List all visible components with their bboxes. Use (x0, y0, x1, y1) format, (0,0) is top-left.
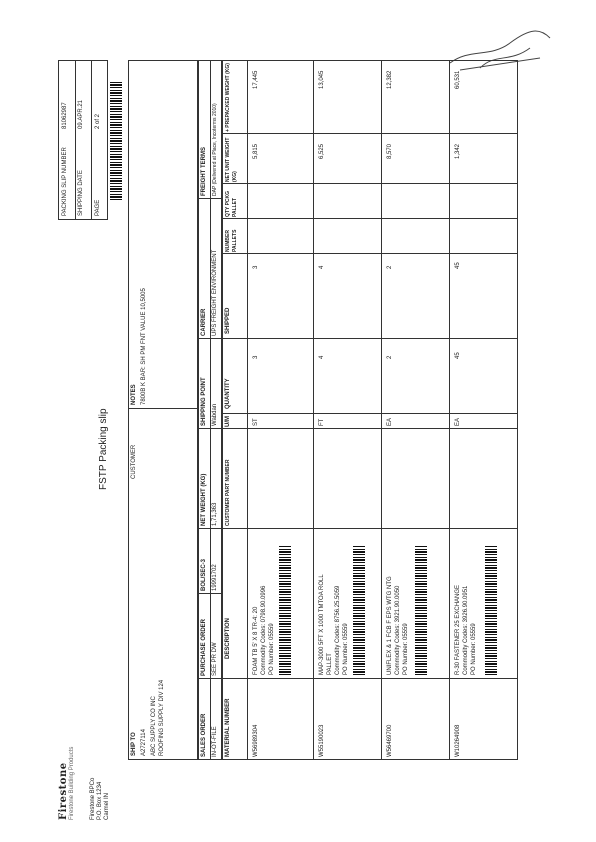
po-value: SEE PR DW (212, 642, 218, 676)
shipping-date: 09.APR.21 (78, 99, 84, 129)
ship-to-code: A2727114 (141, 729, 147, 756)
bol-label: BOL/SEC-3 (201, 558, 207, 591)
ship-to-notes-box (128, 60, 198, 760)
freight-value: DAP (Delivered at Place, Incoterms 2010) (212, 103, 218, 196)
ship-to-line: ABC SUPPLY CO INC (151, 696, 157, 756)
item-um: FT (319, 418, 325, 426)
net-weight-label: NET WEIGHT (KG) (201, 473, 207, 526)
page-title: FSTP Packing slip (98, 408, 109, 490)
col-quantity: QUANTITY (225, 378, 231, 409)
carrier-value: UPS FREIGHT ENVIRONMENT (212, 249, 218, 336)
item-total: 17,445 (253, 70, 259, 89)
sales-row (198, 60, 222, 760)
address-line: Carmel IN (104, 792, 110, 820)
address-line: P.O. Box 1234 (97, 781, 103, 820)
item-desc: PO Number: 05559 (403, 623, 409, 675)
col-unit-weight: NET UNIT WEIGHT (KG) (225, 137, 238, 182)
col-qty-pallet: QTY PCKG PALLET (225, 190, 238, 217)
notes-label: NOTES (131, 384, 137, 405)
item-qty: 4 (319, 355, 325, 359)
item-qty: 45 (455, 352, 461, 359)
item-qty: 2 (387, 355, 393, 359)
col-customer-part: CUSTOMER PART NUMBER (225, 459, 231, 526)
item-barcode (415, 545, 427, 675)
col-um: U/M (225, 416, 231, 427)
bol-value: 19991702 (212, 564, 218, 591)
col-total-weight: + PREPACKED WEIGHT (KG) (225, 63, 231, 132)
item-total: 12,382 (387, 70, 393, 89)
item-weight: 5,815 (253, 143, 259, 159)
company-subtitle: Firestone Building Products (69, 746, 75, 820)
item-barcode (485, 545, 497, 675)
item-shipped: 3 (253, 265, 259, 269)
item-desc: PO Number: 05559 (471, 623, 477, 675)
col-shipped: SHIPPED (225, 307, 231, 334)
col-pallets: NUMBER PALLETS (225, 229, 238, 252)
col-material: MATERIAL NUMBER (225, 698, 231, 757)
header-barcode (110, 80, 122, 200)
col-description: DESCRIPTION (225, 617, 231, 659)
item-desc: Commodity Codes: 8756.25.5059 (335, 585, 341, 675)
item-um: EA (387, 417, 393, 426)
header-box (58, 60, 108, 220)
material-number: W55190023 (319, 724, 325, 757)
address-line: Firestone BPCo (90, 777, 96, 820)
item-barcode (353, 545, 365, 675)
item-um: EA (455, 417, 461, 426)
shipping-date-label: SHIPPING DATE (78, 170, 84, 216)
packing-slip-sheet (48, 60, 518, 820)
item-barcode (279, 545, 291, 675)
ship-to-line: ROOFING SUPPLY DIV 124 (159, 679, 165, 756)
net-weight-value: 1,71,363 (212, 502, 218, 526)
item-weight: 1,342 (455, 143, 461, 159)
carrier-label: CARRIER (201, 308, 207, 336)
item-total: 60,531 (455, 70, 461, 89)
material-number: W10264908 (455, 724, 461, 757)
item-desc: R-30 FASTENER 25 EXCHANGE (455, 584, 461, 675)
sales-order-label: SALES ORDER (201, 713, 207, 757)
item-weight: 6,525 (319, 143, 325, 159)
item-shipped: 2 (387, 265, 393, 269)
packing-slip-label: PACKING SLIP NUMBER (62, 147, 68, 216)
material-number: W56989304 (253, 724, 259, 757)
ship-to-label: SHIP TO (131, 732, 137, 756)
company-block (58, 747, 111, 820)
items-table (222, 60, 518, 760)
item-qty: 3 (253, 355, 259, 359)
freight-label: FREIGHT TERMS (201, 147, 207, 196)
shipping-point-label: SHIPPING POINT (201, 377, 207, 426)
customer-label: CUSTOMER (131, 444, 137, 479)
item-um: ST (253, 418, 259, 426)
item-weight: 8,570 (387, 143, 393, 159)
item-desc: Commodity Codes: 0798.90.0996 (261, 585, 267, 675)
page-number: 2 of 2 (95, 113, 101, 129)
shipping-point-value: Wabdan (212, 403, 218, 426)
notes-value: 7800B K BAR: SH PM FNT VALUE 10,5005 (141, 288, 147, 405)
company-logo: Firestone (58, 762, 69, 820)
item-desc: PO Number: 05559 (269, 623, 275, 675)
item-desc: PALLET (327, 653, 333, 675)
page-label: PAGE (95, 199, 101, 216)
packing-slip-number: 81062987 (62, 102, 68, 129)
po-label: PURCHASE ORDER (201, 618, 207, 676)
item-total: 13,045 (319, 70, 325, 89)
sales-order-value: IN-OT-FILE (212, 726, 218, 757)
item-desc: FOAM TB 5' X 8 TR-4: 20 (253, 606, 259, 675)
item-desc: Commodity Codes: 3926.90.0951 (463, 585, 469, 675)
item-desc: PO Number: 05559 (343, 623, 349, 675)
item-desc: MAP-3000 5FT X 1000 TMTOA ROLL (319, 574, 325, 675)
item-desc: UNIFLEX & 1 FCB F EPS WTG NTG (387, 576, 393, 675)
material-number: W56469700 (387, 724, 393, 757)
item-shipped: 4 (319, 265, 325, 269)
item-shipped: 45 (455, 262, 461, 269)
item-desc: Commodity Codes: 3921.90.0050 (395, 585, 401, 675)
